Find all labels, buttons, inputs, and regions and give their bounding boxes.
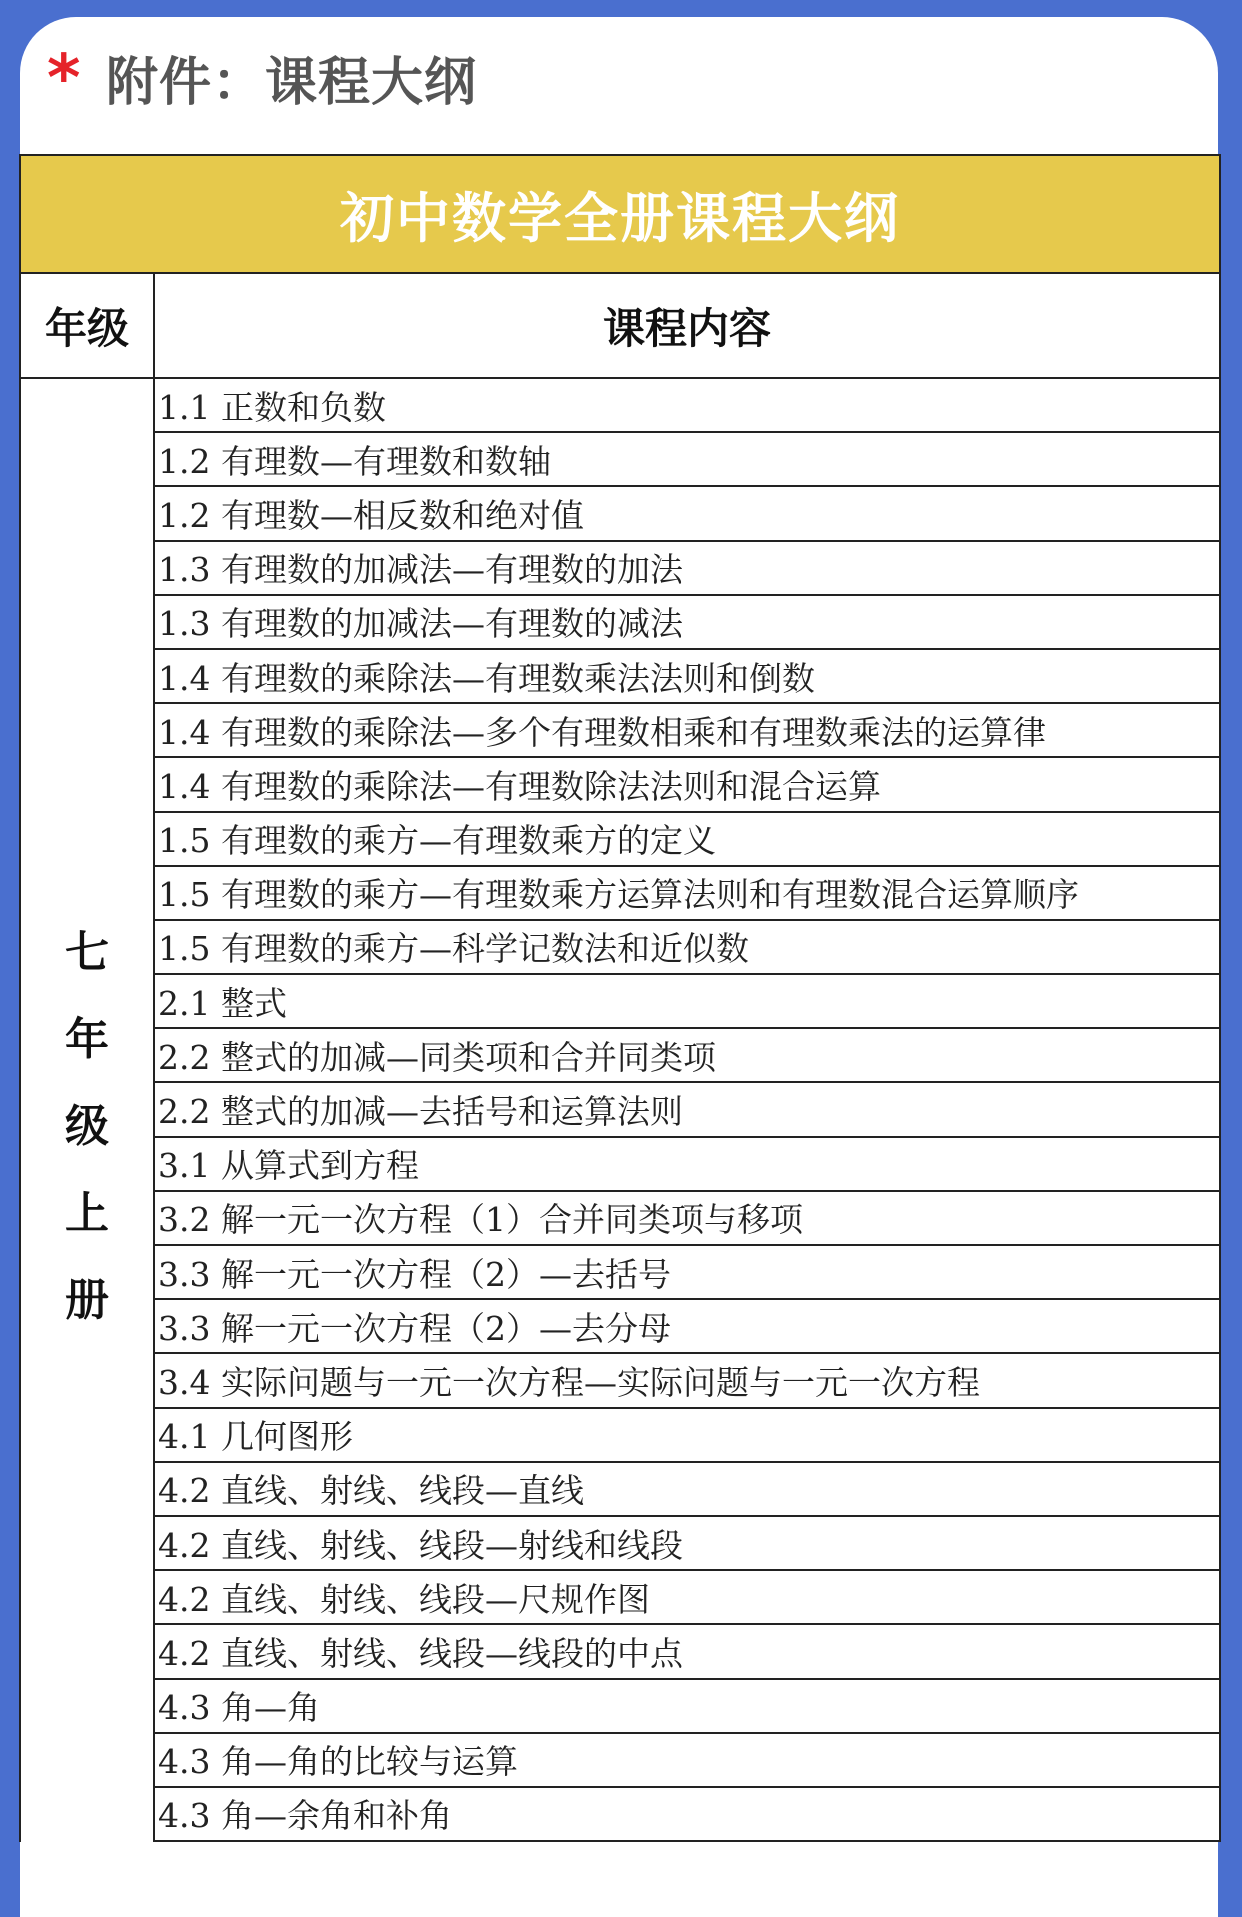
- lesson-row: 2.1 整式: [155, 975, 1219, 1029]
- attachment-heading: [20, 17, 1218, 153]
- attachment-title: 附件：课程大纲: [106, 53, 478, 113]
- lesson-row: 1.3 有理数的加减法—有理数的加法: [155, 542, 1219, 596]
- lesson-row: 4.2 直线、射线、线段—线段的中点: [155, 1625, 1219, 1679]
- grade-cell: [21, 379, 155, 1842]
- lesson-row: 4.3 角—角: [155, 1680, 1219, 1734]
- grade-char: 年: [65, 1014, 109, 1065]
- lesson-row: 2.2 整式的加减—同类项和合并同类项: [155, 1029, 1219, 1083]
- lesson-row: 4.2 直线、射线、线段—尺规作图: [155, 1571, 1219, 1625]
- lesson-row: 1.2 有理数—相反数和绝对值: [155, 487, 1219, 541]
- table-header-row: [21, 274, 1219, 379]
- grade-char: 级: [65, 1101, 109, 1152]
- grade-char: 七: [65, 927, 109, 978]
- grade-char: 册: [65, 1275, 109, 1326]
- lesson-row: 1.5 有理数的乘方—科学记数法和近似数: [155, 921, 1219, 975]
- lesson-row: 3.1 从算式到方程: [155, 1138, 1219, 1192]
- lesson-row: 1.4 有理数的乘除法—有理数除法法则和混合运算: [155, 758, 1219, 812]
- grade-column-header: 年级: [21, 274, 155, 377]
- lesson-row: 4.3 角—角的比较与运算: [155, 1734, 1219, 1788]
- lesson-row: 3.3 解一元一次方程（2）—去括号: [155, 1246, 1219, 1300]
- lesson-row: 1.5 有理数的乘方—有理数乘方的定义: [155, 813, 1219, 867]
- table-title: 初中数学全册课程大纲: [340, 186, 900, 250]
- lesson-row: 4.1 几何图形: [155, 1409, 1219, 1463]
- lesson-row: 3.2 解一元一次方程（1）合并同类项与移项: [155, 1192, 1219, 1246]
- lesson-list: [155, 379, 1219, 1842]
- lesson-row: 4.2 直线、射线、线段—射线和线段: [155, 1517, 1219, 1571]
- table-banner: [21, 156, 1219, 274]
- lesson-row: 4.3 角—余角和补角: [155, 1788, 1219, 1842]
- lesson-row: 1.3 有理数的加减法—有理数的减法: [155, 596, 1219, 650]
- lesson-row: 1.2 有理数—有理数和数轴: [155, 433, 1219, 487]
- grade-char: 上: [65, 1188, 109, 1239]
- content-column-header: 课程内容: [602, 303, 771, 353]
- lesson-row: 1.4 有理数的乘除法—有理数乘法法则和倒数: [155, 650, 1219, 704]
- lesson-row: 3.4 实际问题与一元一次方程—实际问题与一元一次方程: [155, 1354, 1219, 1408]
- lesson-row: 4.2 直线、射线、线段—直线: [155, 1463, 1219, 1517]
- grade-label: [21, 909, 153, 1344]
- lesson-row: 1.5 有理数的乘方—有理数乘方运算法则和有理数混合运算顺序: [155, 867, 1219, 921]
- lesson-row: 1.4 有理数的乘除法—多个有理数相乘和有理数乘法的运算律: [155, 704, 1219, 758]
- lesson-row: 2.2 整式的加减—去括号和运算法则: [155, 1083, 1219, 1137]
- lesson-row: 3.3 解一元一次方程（2）—去分母: [155, 1300, 1219, 1354]
- required-asterisk-icon: *: [47, 42, 81, 116]
- syllabus-table: [19, 154, 1221, 1842]
- table-body: [21, 379, 1219, 1842]
- lesson-row: 1.1 正数和负数: [155, 379, 1219, 433]
